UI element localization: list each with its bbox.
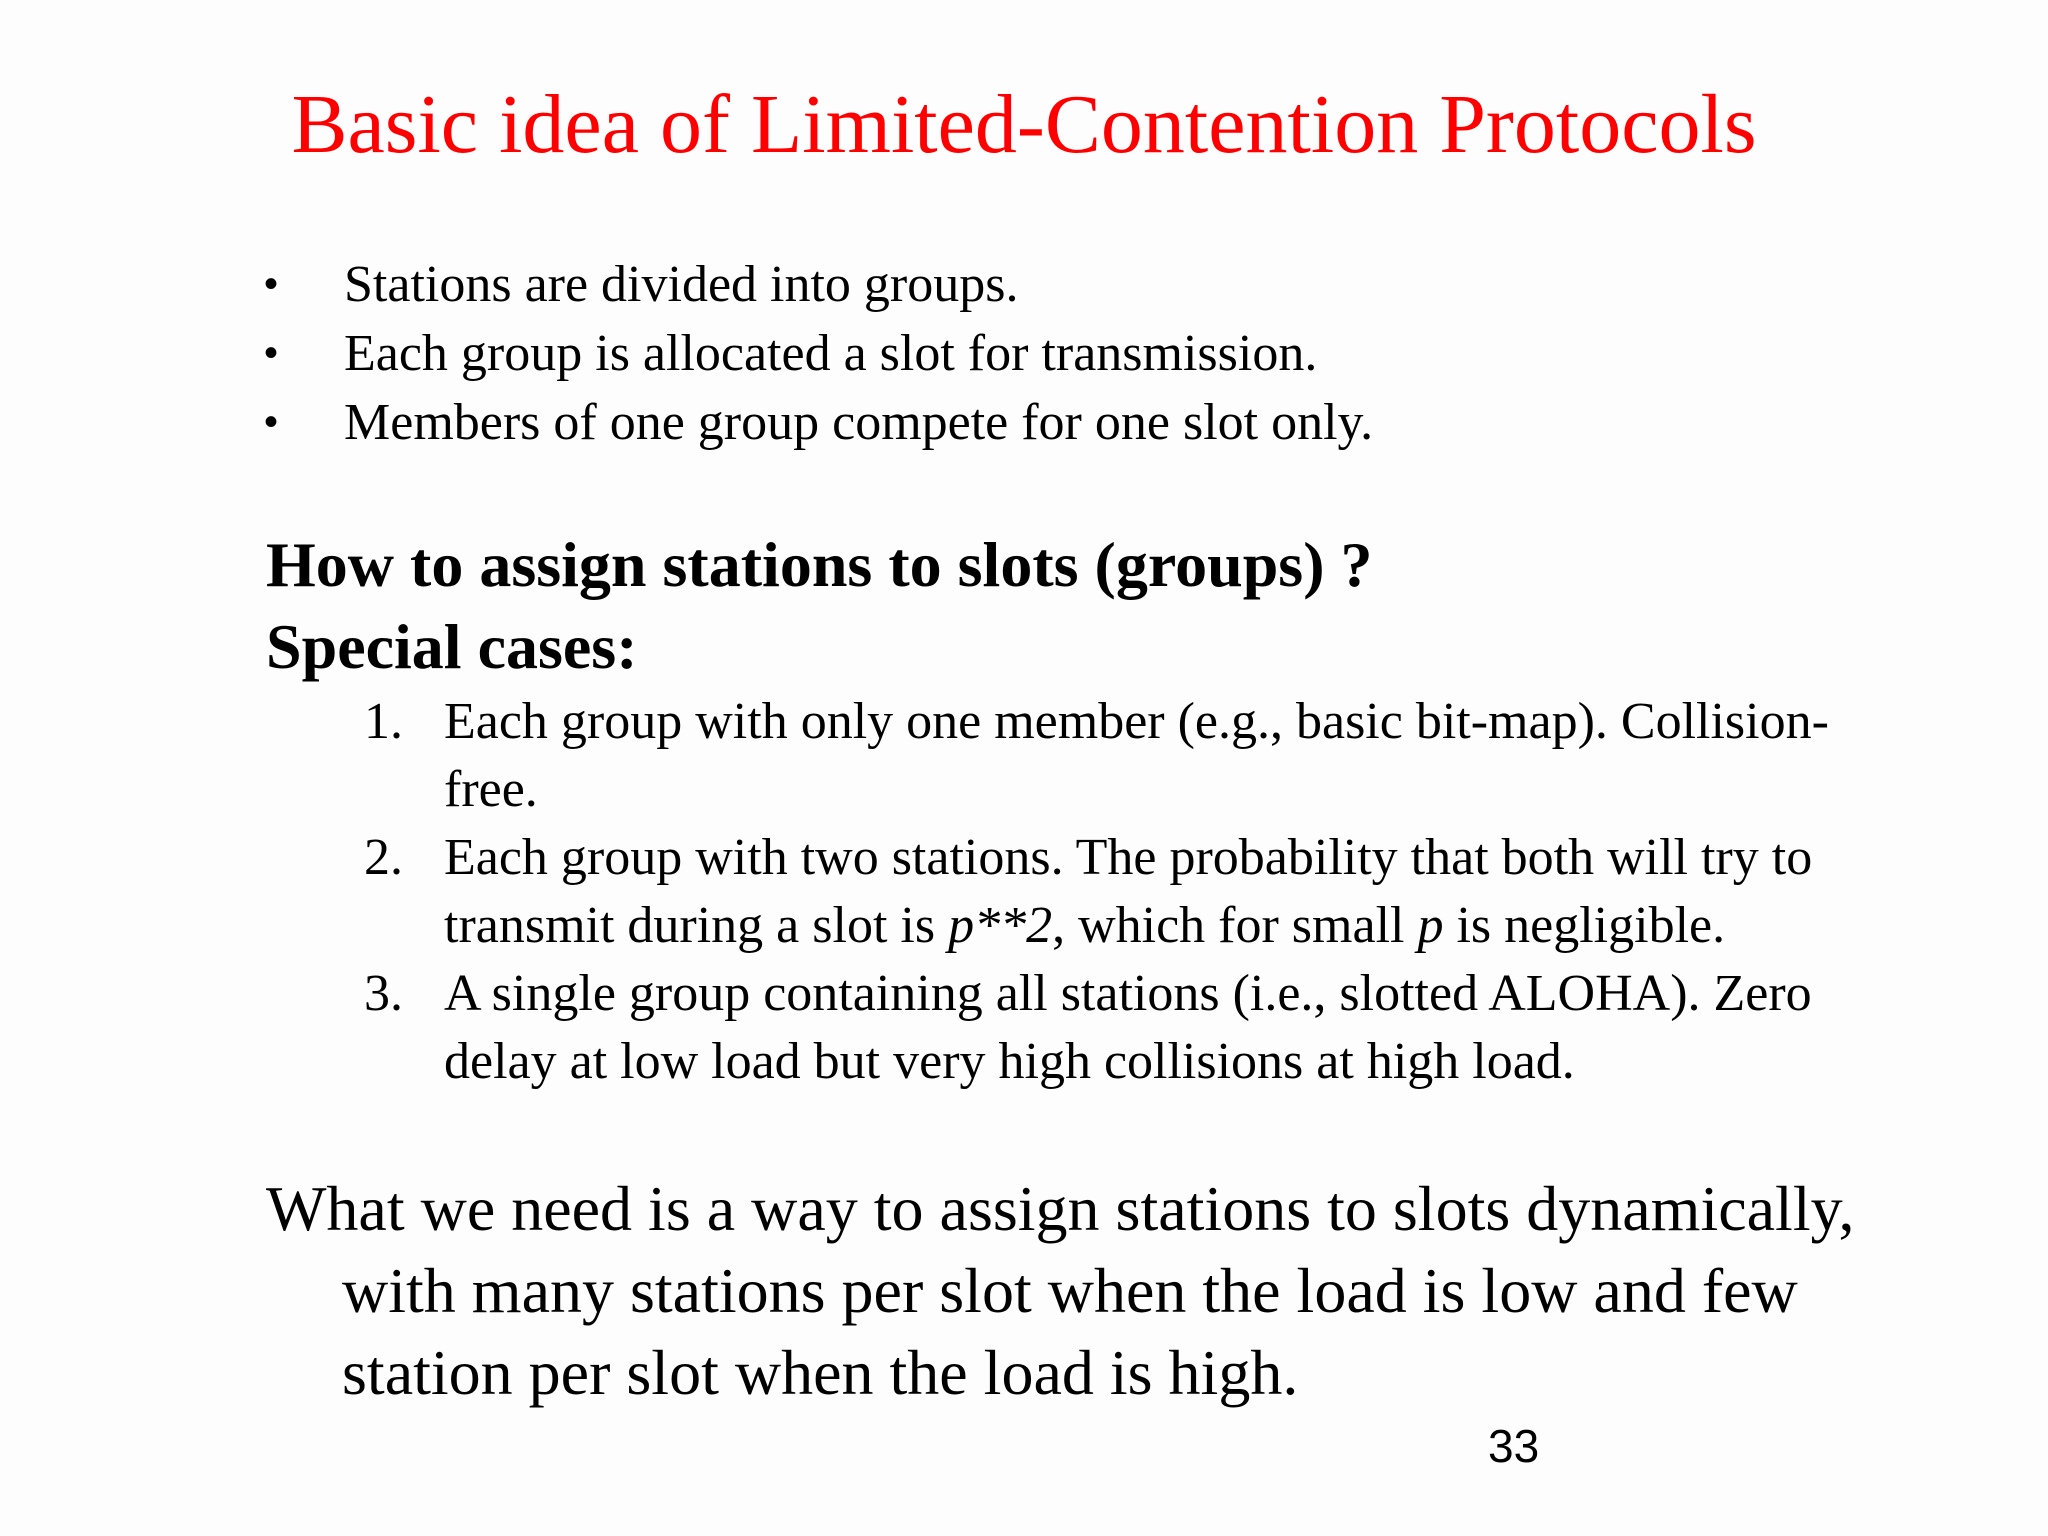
question-heading: How to assign stations to slots (groups) ? (266, 529, 1373, 600)
page-number: 33 (1488, 1420, 1540, 1472)
slide-title: Basic idea of Limited-Contention Protocols (291, 78, 1757, 171)
bullet-list (264, 250, 1373, 457)
bullet-icon: • (264, 400, 279, 444)
case-text-line: A single group containing all stations (i.e., slotted ALOHA). Zero (444, 965, 1812, 1022)
bullet-item (264, 319, 1373, 388)
conclusion-line: with many stations per slot when the load is low and few (342, 1255, 1798, 1326)
bullet-icon: • (264, 262, 279, 306)
case-text-segment: , which for small (1052, 897, 1418, 954)
conclusion-line: What we need is a way to assign stations to slots dynamically, (266, 1173, 1855, 1244)
formula-p-squared: p**2 (948, 897, 1053, 954)
bullet-icon: • (264, 331, 279, 375)
case-text-segment: is negligible. (1443, 897, 1726, 954)
case-item (364, 688, 1984, 824)
special-cases-heading: Special cases: (266, 611, 638, 682)
case-item (364, 960, 1984, 1096)
case-text-line: free. (444, 761, 538, 818)
case-number: 1. (364, 693, 403, 750)
case-number: 2. (364, 829, 403, 886)
case-text-line (444, 892, 1984, 960)
case-item (364, 824, 1984, 960)
bullet-text: Stations are divided into groups. (344, 256, 1019, 313)
bullet-item (264, 250, 1373, 319)
case-text-line: delay at low load but very high collisions at high load. (444, 1033, 1575, 1090)
case-text-line: Each group with only one member (e.g., basic bit-map). Collision- (444, 693, 1829, 750)
bullet-text: Members of one group compete for one slot only. (344, 394, 1374, 451)
case-text-line: Each group with two stations. The probability that both will try to (444, 829, 1813, 886)
conclusion-paragraph (266, 1168, 1854, 1414)
bullet-text: Each group is allocated a slot for transmission. (344, 325, 1318, 382)
bullet-item (264, 388, 1373, 457)
formula-p: p (1417, 897, 1444, 954)
special-cases-list (364, 688, 1984, 1096)
conclusion-line: station per slot when the load is high. (342, 1337, 1299, 1408)
case-number: 3. (364, 965, 403, 1022)
case-text-segment: transmit during a slot is (444, 897, 949, 954)
